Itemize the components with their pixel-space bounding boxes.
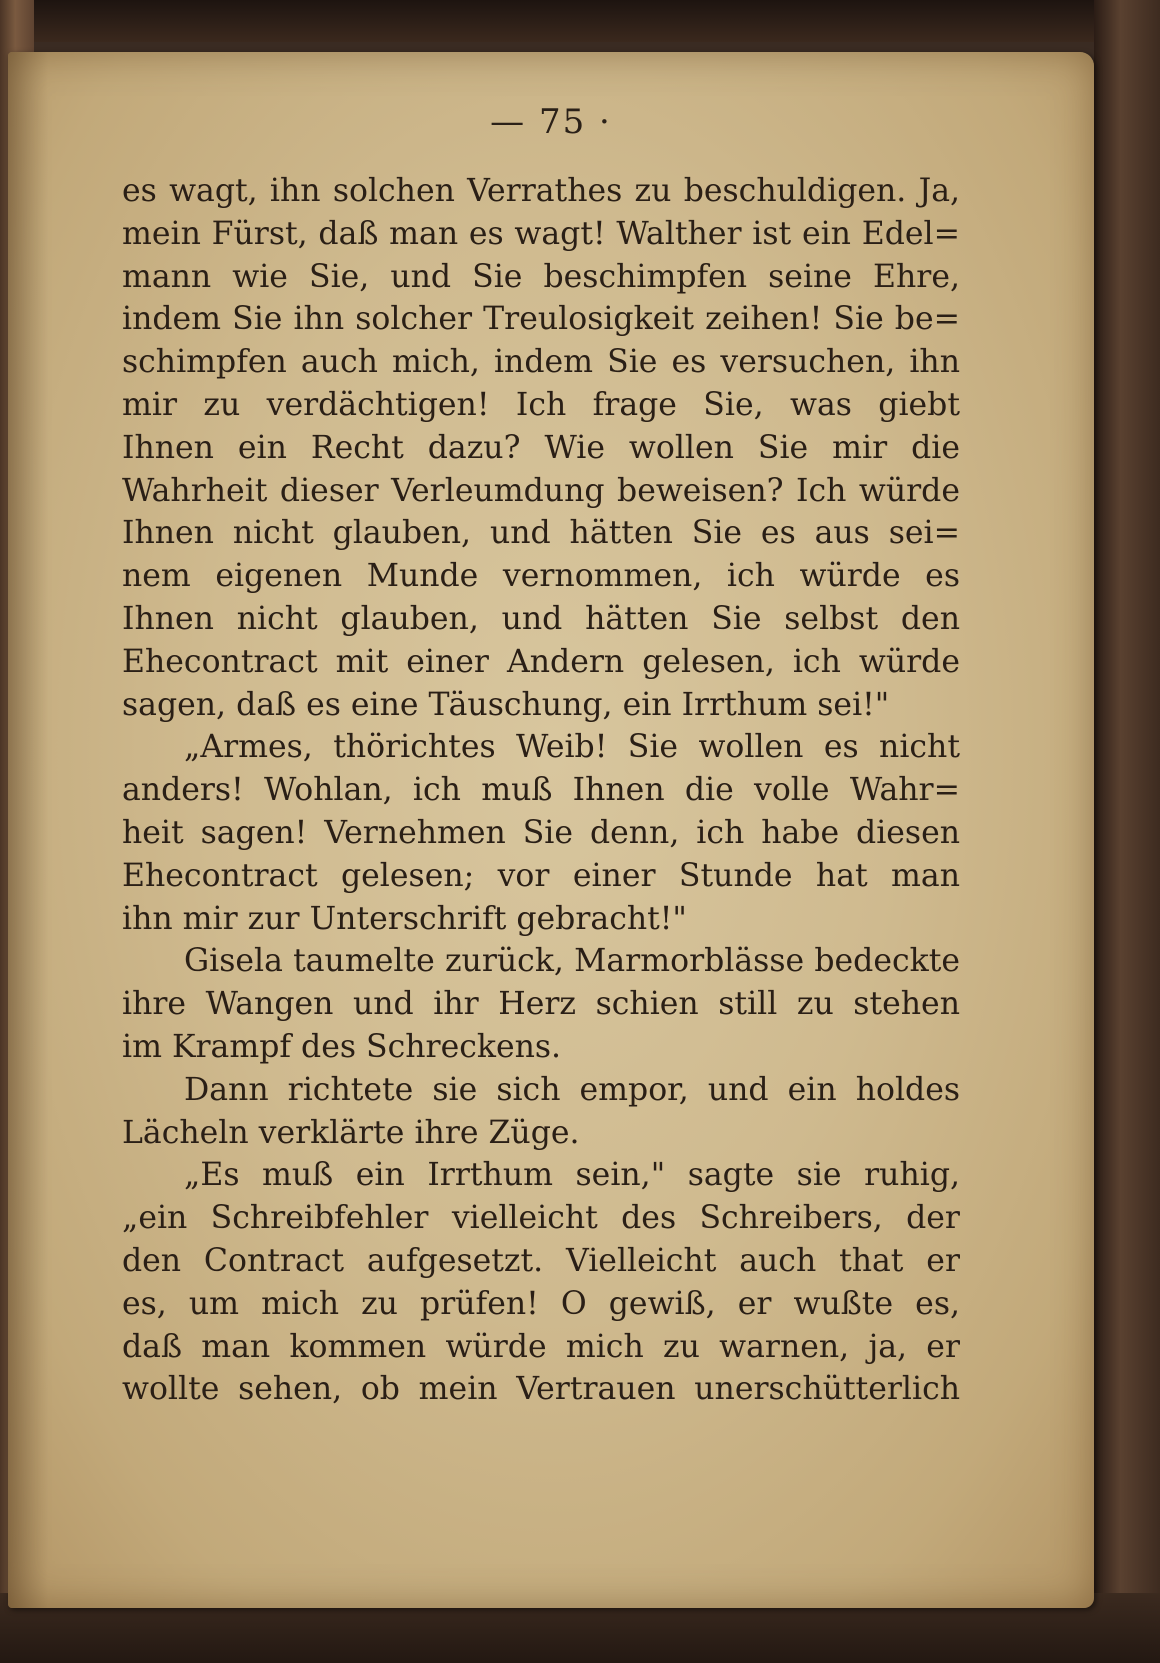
book-binding-right xyxy=(1094,0,1160,1663)
text-line: sagen, daß es eine Täuschung, ein Irrthum sei!" xyxy=(122,686,890,723)
text-line: indem Sie ihn solcher Treulosigkeit zeihen! Sie be= xyxy=(122,301,960,338)
text-line: heit sagen! Vernehmen Sie denn, ich habe diesen xyxy=(122,814,960,851)
page-number: — 75 · xyxy=(490,102,612,142)
page-gutter-shadow xyxy=(8,52,48,1608)
text-line: im Krampf des Schreckens. xyxy=(122,1028,562,1065)
text-line: Lächeln verklärte ihre Züge. xyxy=(122,1114,580,1151)
text-line: wollte sehen, ob mein Vertrauen unerschütterlich xyxy=(122,1371,960,1408)
text-line: „Armes, thörichtes Weib! Sie wollen es nicht xyxy=(184,729,960,766)
text-line: nem eigenen Munde vernommen, ich würde es xyxy=(122,558,960,595)
text-line: Dann richtete sie sich empor, und ein holdes xyxy=(184,1071,960,1108)
text-line: ihn mir zur Unterschrift gebracht!" xyxy=(122,900,687,937)
text-line: „Es muß ein Irrthum sein," sagte sie ruhig, xyxy=(184,1157,960,1194)
text-line: schimpfen auch mich, indem Sie es versuchen, ihn xyxy=(122,344,960,381)
text-line: ihre Wangen und ihr Herz schien still zu stehen xyxy=(122,986,960,1023)
text-line: Ehecontract gelesen; vor einer Stunde hat man xyxy=(122,857,960,894)
text-line: Ihnen nicht glauben, und hätten Sie selbst den xyxy=(122,600,960,637)
book-page xyxy=(8,52,1094,1608)
text-line: mein Fürst, daß man es wagt! Walther ist ein Edel= xyxy=(122,215,960,252)
text-line: Wahrheit dieser Verleumdung beweisen? Ich würde xyxy=(122,472,960,509)
text-line: den Contract aufgesetzt. Vielleicht auch that er xyxy=(122,1242,960,1279)
text-line: anders! Wohlan, ich muß Ihnen die volle Wahr= xyxy=(122,772,960,809)
text-line: es wagt, ihn solchen Verrathes zu beschuldigen. Ja, xyxy=(122,173,960,209)
text-line: „ein Schreibfehler vielleicht des Schreibers, der xyxy=(122,1200,960,1237)
text-line: mann wie Sie, und Sie beschimpfen seine Ehre, xyxy=(122,258,960,295)
text-line: daß man kommen würde mich zu warnen, ja, er xyxy=(122,1328,960,1365)
text-line: Ehecontract mit einer Andern gelesen, ich würde xyxy=(122,643,960,680)
book-binding-top xyxy=(0,0,1160,42)
text-line: mir zu verdächtigen! Ich frage Sie, was giebt xyxy=(122,386,960,423)
text-line: es, um mich zu prüfen! O gewiß, er wußte es, xyxy=(122,1285,960,1322)
page-text-block xyxy=(122,170,960,1411)
text-line: Gisela taumelte zurück, Marmorblässe bedeckte xyxy=(184,943,960,980)
text-line: Ihnen nicht glauben, und hätten Sie es aus sei= xyxy=(122,515,960,552)
text-line: Ihnen ein Recht dazu? Wie wollen Sie mir die xyxy=(122,429,960,466)
